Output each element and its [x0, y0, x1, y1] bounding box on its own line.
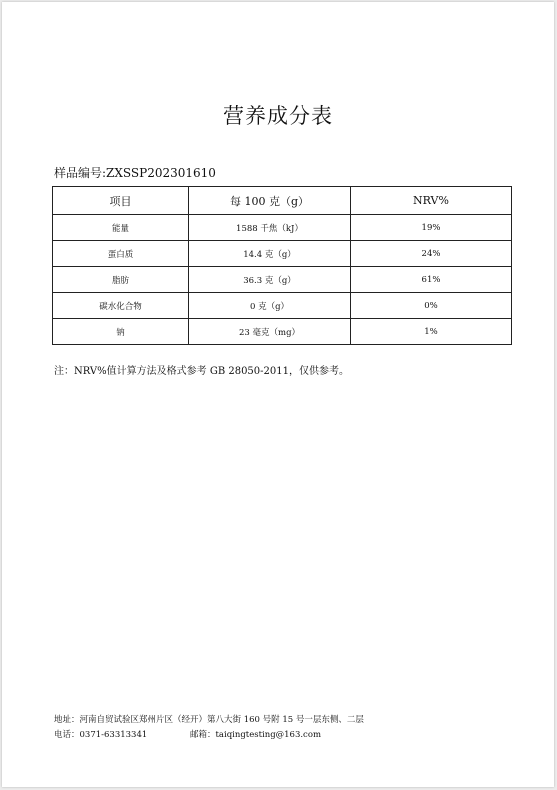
- cell-item: 能量: [53, 215, 189, 241]
- cell-amount: 23 毫克（mg）: [189, 319, 351, 345]
- table-row: [53, 293, 512, 319]
- header-item: 项目: [53, 187, 189, 215]
- document-page: [2, 2, 554, 787]
- footnote: 注：NRV%值计算方法及格式参考 GB 28050-2011，仅供参考。: [54, 366, 349, 377]
- cell-nrv: 19%: [351, 215, 512, 241]
- footer-email: 邮箱：taiqingtesting@163.com: [190, 730, 321, 740]
- cell-nrv: 1%: [351, 319, 512, 345]
- header-per-100g: 每 100 克（g）: [189, 187, 351, 215]
- cell-amount: 1588 千焦（kJ）: [189, 215, 351, 241]
- footer-contact: [54, 728, 321, 740]
- table-row: [53, 319, 512, 345]
- cell-amount: 14.4 克（g）: [189, 241, 351, 267]
- cell-amount: 36.3 克（g）: [189, 267, 351, 293]
- cell-nrv: 0%: [351, 293, 512, 319]
- table-row: [53, 267, 512, 293]
- cell-nrv: 61%: [351, 267, 512, 293]
- nutrition-table: [52, 186, 512, 345]
- table-row: [53, 215, 512, 241]
- footer-address: 地址：河南自贸试验区郑州片区（经开）第八大街 160 号附 15 号一层东侧、二层: [54, 715, 364, 725]
- sample-id: 样品编号:ZXSSP202301610: [54, 166, 216, 180]
- cell-nrv: 24%: [351, 241, 512, 267]
- cell-item: 脂肪: [53, 267, 189, 293]
- page-title: 营养成分表: [223, 104, 333, 128]
- header-nrv: NRV%: [351, 187, 512, 215]
- cell-item: 钠: [53, 319, 189, 345]
- cell-amount: 0 克（g）: [189, 293, 351, 319]
- table-header-row: [53, 187, 512, 215]
- footer-phone: 电话：0371-63313341: [54, 730, 148, 740]
- cell-item: 蛋白质: [53, 241, 189, 267]
- cell-item: 碳水化合物: [53, 293, 189, 319]
- table-row: [53, 241, 512, 267]
